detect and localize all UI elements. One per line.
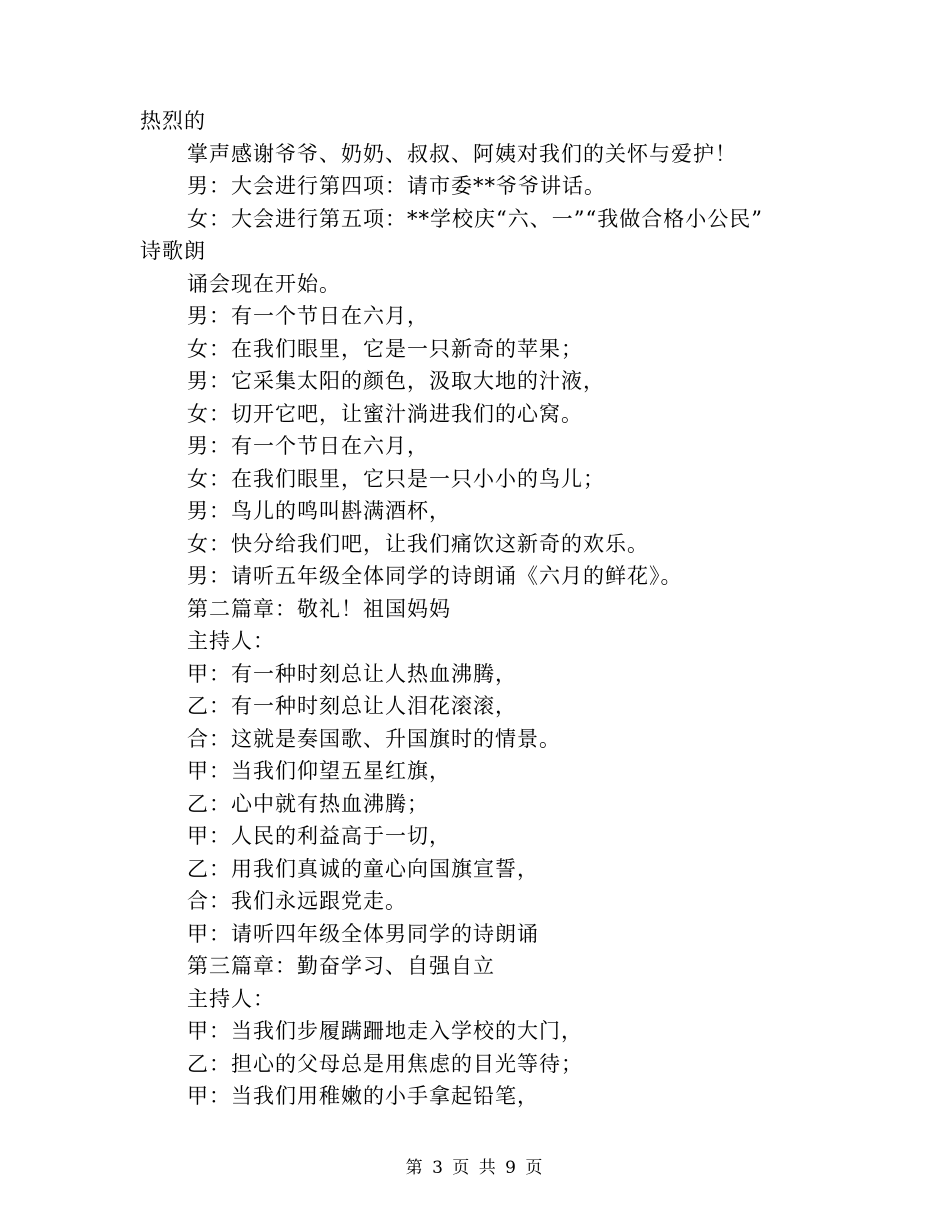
document-body	[140, 105, 840, 1113]
text-line: 女：快分给我们吧，让我们痛饮这新奇的欢乐。	[187, 531, 649, 556]
text-line: 甲：有一种时刻总让人热血沸腾，	[187, 661, 517, 686]
text-line: 乙：心中就有热血沸腾；	[187, 791, 429, 816]
text-line: 合：这就是奏国歌、升国旗时的情景。	[187, 726, 561, 751]
text-line: 女：大会进行第五项：**学校庆“六、一”“我做合格小公民”	[187, 206, 763, 231]
text-line: 男：它采集太阳的颜色，汲取大地的汁液，	[187, 369, 605, 393]
text-line: 主持人：	[187, 986, 275, 1011]
text-line: 第二篇章：敬礼！祖国妈妈	[187, 596, 451, 621]
text-line: 热烈的	[140, 109, 206, 133]
text-line: 诗歌朗	[140, 239, 206, 263]
text-line: 乙：用我们真诚的童心向国旗宣誓，	[187, 856, 539, 881]
text-line: 男：大会进行第四项：请市委**爷爷讲话。	[187, 174, 606, 198]
text-line: 掌声感谢爷爷、奶奶、叔叔、阿姨对我们的关怀与爱护！	[187, 141, 737, 166]
page-footer: 第 3 页 共 9 页	[405, 1158, 545, 1178]
text-line: 女：切开它吧，让蜜汁淌进我们的心窝。	[187, 401, 583, 426]
text-line: 男：有一个节日在六月，	[187, 434, 429, 458]
text-line: 甲：请听四年级全体男同学的诗朗诵	[187, 921, 539, 946]
text-line: 乙：有一种时刻总让人泪花滚滚，	[187, 694, 517, 718]
text-line: 男：鸟儿的鸣叫斟满酒杯，	[187, 499, 451, 523]
text-line: 诵会现在开始。	[187, 271, 341, 296]
text-line: 男：有一个节日在六月，	[187, 304, 429, 328]
text-line: 甲：当我们仰望五星红旗，	[187, 759, 451, 783]
text-line: 乙：担心的父母总是用焦虑的目光等待；	[187, 1051, 583, 1076]
text-line: 甲：人民的利益高于一切，	[187, 824, 451, 848]
text-line: 甲：当我们步履蹒跚地走入学校的大门，	[187, 1019, 583, 1043]
text-line: 主持人：	[187, 629, 275, 653]
text-line: 男：请听五年级全体同学的诗朗诵《六月的鲜花》。	[187, 564, 683, 588]
text-line: 女：在我们眼里，它只是一只小小的鸟儿；	[187, 466, 605, 491]
text-line: 甲：当我们用稚嫩的小手拿起铅笔，	[187, 1084, 539, 1108]
text-line: 合：我们永远跟党走。	[187, 889, 407, 913]
text-line: 女：在我们眼里，它是一只新奇的苹果；	[187, 336, 583, 361]
text-line: 第三篇章：勤奋学习、自强自立	[187, 954, 495, 978]
